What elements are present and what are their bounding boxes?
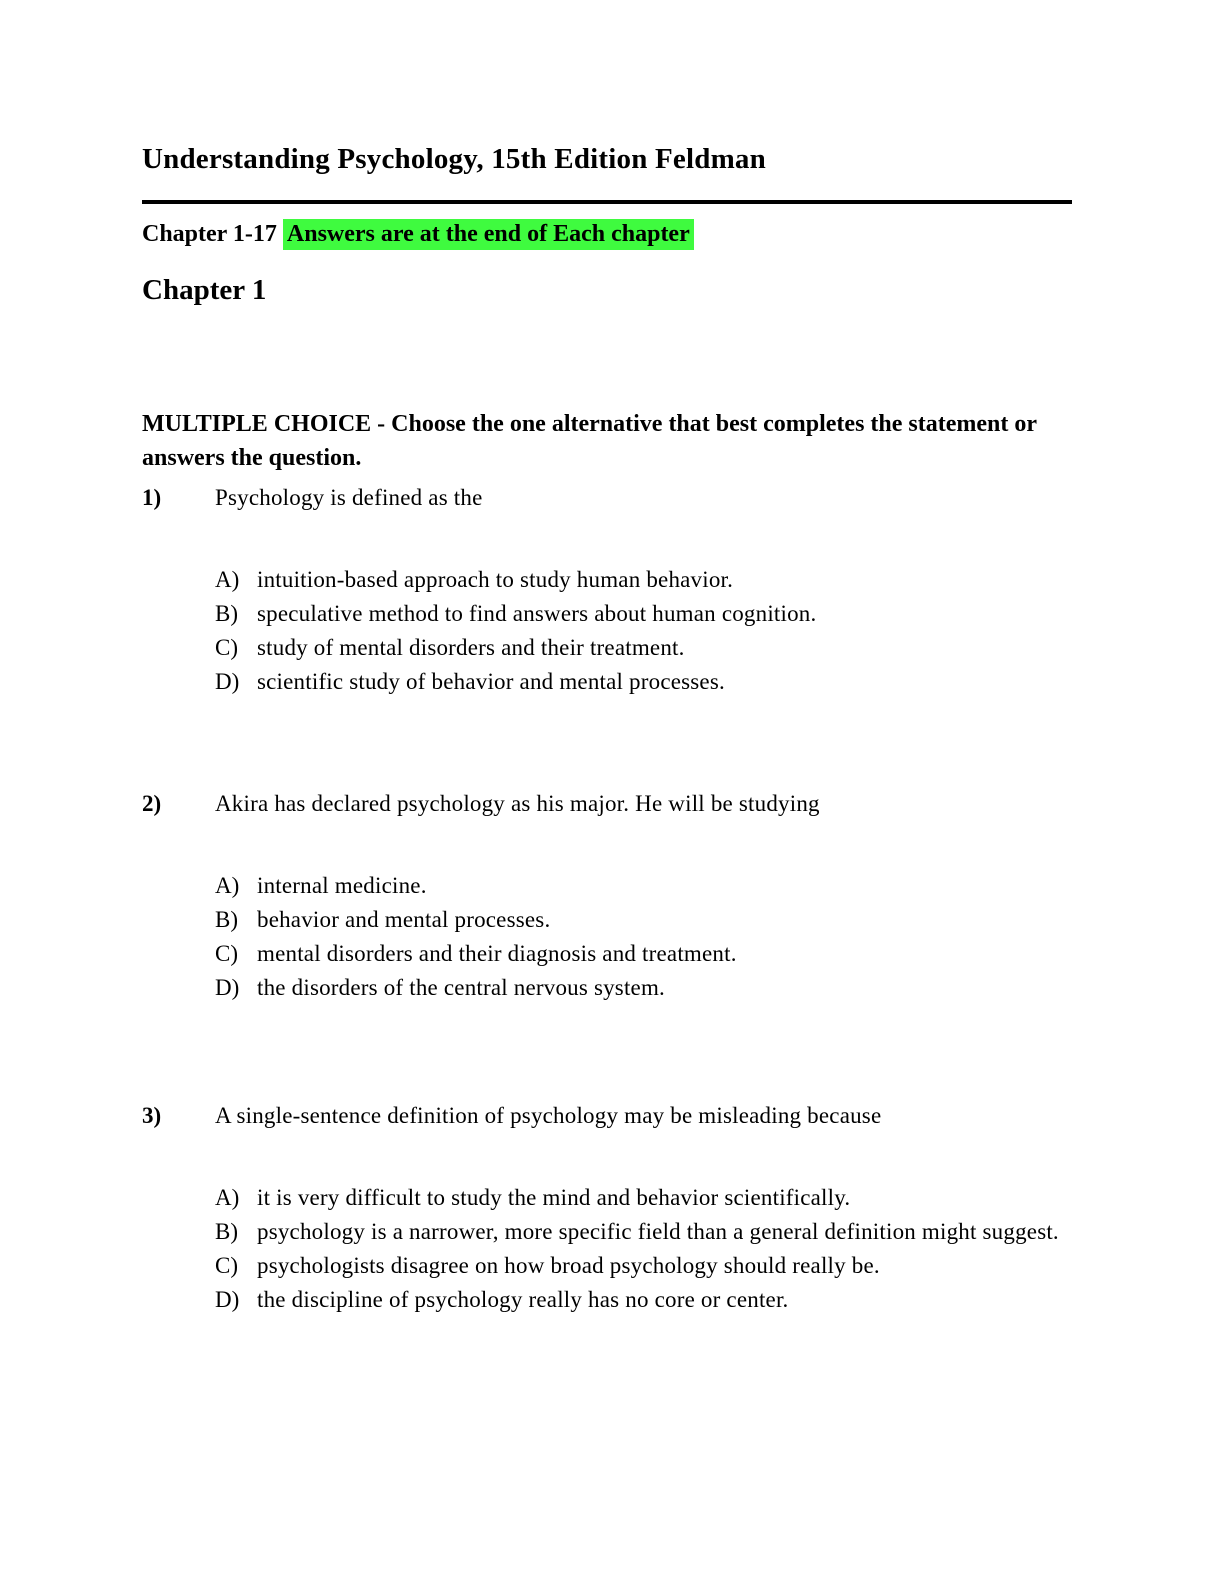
option-label: A)	[215, 873, 240, 899]
chapter-range-label: Chapter 1-17	[142, 221, 283, 247]
option-text: mental disorders and their diagnosis and treatment.	[257, 941, 737, 967]
question-row	[142, 791, 1072, 817]
option-label: D)	[215, 975, 240, 1001]
option-row	[215, 1215, 1072, 1249]
option-label: D)	[215, 669, 240, 695]
option-row	[215, 937, 1072, 971]
option-row	[215, 1283, 1072, 1317]
option-text: it is very difficult to study the mind and behavior scientifically.	[257, 1185, 851, 1211]
question-number: 2)	[142, 791, 162, 817]
option-label: B)	[215, 1219, 238, 1245]
option-row	[215, 665, 1072, 699]
option-text: intuition-based approach to study human behavior.	[257, 567, 734, 593]
option-text: the disorders of the central nervous system.	[257, 975, 665, 1001]
question-number: 3)	[142, 1103, 162, 1129]
multiple-choice-instruction: MULTIPLE CHOICE - Choose the one alternative that best completes the statement or answers the question.	[142, 411, 1037, 472]
option-text: the discipline of psychology really has no core or center.	[257, 1287, 789, 1313]
chapter-heading: Chapter 1	[142, 274, 267, 306]
option-row	[215, 869, 1072, 903]
answers-highlight: Answers are at the end of Each chapter	[283, 219, 694, 250]
divider-rule	[142, 200, 1072, 204]
question-1	[142, 485, 1072, 699]
option-text: psychology is a narrower, more specific field than a general definition might suggest.	[257, 1219, 1059, 1245]
question-number: 1)	[142, 485, 162, 511]
option-text: study of mental disorders and their treatment.	[257, 635, 685, 661]
question-text: A single-sentence definition of psychology may be misleading because	[215, 1103, 882, 1129]
question-row	[142, 485, 1072, 511]
option-text: internal medicine.	[257, 873, 427, 899]
option-label: C)	[215, 1253, 238, 1279]
options-list	[215, 869, 1072, 1005]
option-row	[215, 631, 1072, 665]
option-row	[215, 971, 1072, 1005]
option-label: A)	[215, 1185, 240, 1211]
option-text: behavior and mental processes.	[257, 907, 551, 933]
option-text: scientific study of behavior and mental processes.	[257, 669, 725, 695]
option-row	[215, 1249, 1072, 1283]
question-row	[142, 1103, 1072, 1129]
option-label: B)	[215, 907, 238, 933]
chapter-range-line	[142, 221, 1072, 248]
question-3	[142, 1103, 1072, 1317]
question-text: Akira has declared psychology as his major. He will be studying	[215, 791, 820, 817]
options-list	[215, 1181, 1072, 1317]
option-row	[215, 903, 1072, 937]
page-title: Understanding Psychology, 15th Edition Feldman	[142, 143, 766, 175]
option-label: C)	[215, 941, 238, 967]
option-text: speculative method to find answers about human cognition.	[257, 601, 817, 627]
option-row	[215, 1181, 1072, 1215]
options-list	[215, 563, 1072, 699]
question-text: Psychology is defined as the	[215, 485, 483, 511]
option-label: B)	[215, 601, 238, 627]
option-label: A)	[215, 567, 240, 593]
option-row	[215, 563, 1072, 597]
option-text: psychologists disagree on how broad psychology should really be.	[257, 1253, 880, 1279]
option-label: C)	[215, 635, 238, 661]
option-label: D)	[215, 1287, 240, 1313]
option-row	[215, 597, 1072, 631]
question-2	[142, 791, 1072, 1005]
